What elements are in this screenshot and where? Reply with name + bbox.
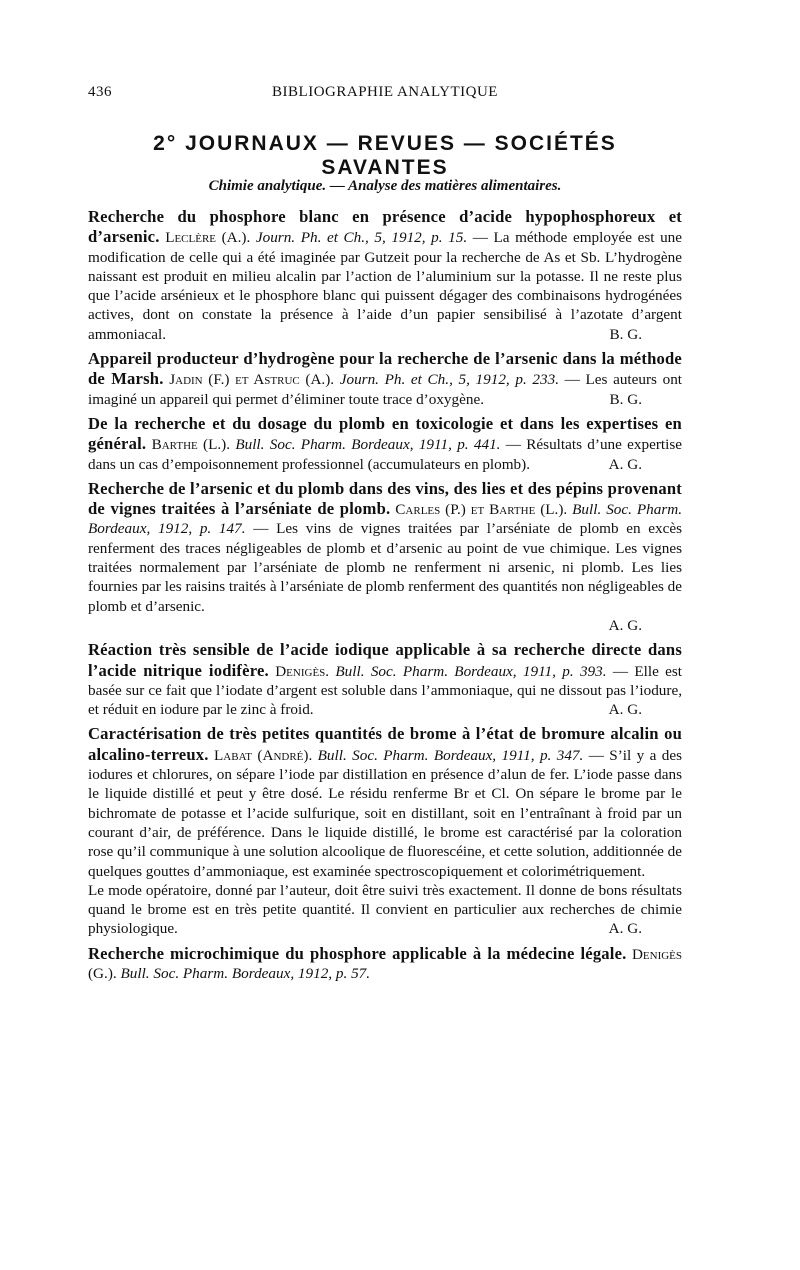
entry-author: Leclère (A.). (165, 229, 251, 247)
entry-text: — S’il y a des iodures et chlorures, on sépare l’iode par distillation en présence d’alun de fer. L’iode passe dans le liquide distillé et peut y être dosé. Le résidu renferme Br et Cl. On sépare le brome par le bichromate de potasse et l’acide sulfurique, soit en distillant, soit en l’entraînant à froid par un courant d’air, de préférence. Dans le liquide distillé, le brome est caractérisé par la coloration rose qu’il communique à une solution alcoolique de fluorescéine, et cette solution, additionnée de quelques gouttes d’ammoniaque, est examinée spectroscopiquement et colorimétriquement. (88, 746, 683, 880)
entry-text: — Les vins de vignes traitées par l’arséniate de plomb en excès renferment des traces négligeables de plomb et d’arsenic au point de vue chimique. Les vignes traitées normalement par l’arséniate de plomb ne renferment ni arsenic, ni plomb. Les lies fournies par les raisins traités à l’arséniate de plomb renferment des quantités non négligeables de plomb et d’arsenic. (88, 520, 682, 615)
entry-title: Réaction très sensible de l’acide iodique applicable à sa recherche directe dans l’acide nitrique iodifère. (88, 640, 682, 680)
entry-title: Appareil producteur d’hydrogène pour la recherche de l’arsenic dans la méthode de Marsh. (88, 349, 682, 389)
entry-text-continued: Le mode opératoire, donné par l’auteur, doit être suivi très exactement. Il donne de bons résultats quand le brome est en très petite quantité. Il convient en particulier aux recherches de chimie physiologique. (88, 881, 682, 938)
bibliography-entry (88, 207, 682, 344)
entry-author: Carles (P.) et Barthe (L.). (395, 501, 568, 519)
entry-text: — Elle est basée sur ce fait que l’iodate d’argent est soluble dans l’ammoniaque, qui ne dissout pas l’iodure, et réduit en iodure par le zinc à froid. (88, 662, 682, 719)
entry-source: Bull. Soc. Pharm. Bordeaux, 1911, p. 347. (317, 746, 584, 764)
entry-source: Journ. Ph. et Ch., 5, 1912, p. 233. (339, 371, 560, 389)
bibliography-entry (88, 640, 682, 719)
entry-title: Recherche microchimique du phosphore applicable à la médecine légale. (88, 943, 627, 963)
entry-author: Jadin (F.) et Astruc (A.). (169, 371, 335, 389)
entry-author: Denigès (G.). (88, 945, 683, 982)
entry-author: Barthe (L.). (151, 436, 231, 454)
entry-source: Bull. Soc. Pharm. Bordeaux, 1912, p. 57. (120, 964, 371, 982)
entry-author: Denigès. (275, 662, 330, 680)
bibliography-entry (88, 724, 682, 880)
entry-source: Journ. Ph. et Ch., 5, 1912, p. 15. (255, 229, 468, 247)
entry-text: — Résultats d’une expertise dans un cas d’empoisonnement professionnel (accumulateurs en plomb). (88, 436, 683, 473)
bibliography-entry (88, 414, 682, 474)
running-title: BIBLIOGRAPHIE ANALYTIQUE (272, 84, 498, 100)
entry-title: Recherche du phosphore blanc en présence d’acide hypophosphoreux et d’arsenic. (88, 207, 682, 247)
article-body (88, 207, 682, 988)
entry-signature: B. G. (609, 325, 642, 343)
page-number: 436 (88, 84, 112, 100)
bibliography-entry (88, 479, 682, 635)
entry-signature: A. G. (608, 920, 642, 938)
section-title: 2° JOURNAUX — REVUES — SOCIÉTÉS SAVANTES (153, 132, 617, 179)
entry-signature: A. G. (608, 455, 642, 473)
entry-title: Caractérisation de très petites quantités de brome à l’état de bromure alcalin ou alcalino-terreux. (88, 724, 682, 764)
entry-text: — La méthode employée est une modification de celle qui a été imaginée par Gutzeit pour la recherche de As et Sb. L’hydrogène naissant est produit en milieu alcalin par l’action de l’aluminium sur la potasse. Il ne reste plus que l’acide arsénieux et le phosphore blanc qui puissent dégager des combinaisons hydrogénées actives, dont on constate la présence à l’aide d’un papier sensibilisé à l’azotate d’argent ammoniacal. (88, 229, 683, 343)
entry-source: Bull. Soc. Pharm. Bordeaux, 1911, p. 441. (235, 436, 501, 454)
entry-signature: A. G. (608, 701, 642, 719)
entry-signature: B. G. (609, 390, 642, 408)
bibliography-entry-continued (88, 881, 682, 939)
bibliography-entry (88, 349, 682, 409)
entry-source: Bull. Soc. Pharm. Bordeaux, 1911, p. 393. (335, 662, 607, 680)
bibliography-entry (88, 944, 682, 984)
entry-title: Recherche de l’arsenic et du plomb dans des vins, des lies et des pépins provenant de vignes traitées à l’arséniate de plomb. (88, 478, 682, 519)
entry-source: Bull. Soc. Pharm. Bordeaux, 1912, p. 147. (88, 501, 682, 538)
entry-title: De la recherche et du dosage du plomb en toxicologie et dans les expertises en général. (88, 413, 682, 454)
entry-signature: A. G. (608, 616, 642, 634)
entry-text: — Les auteurs ont imaginé un appareil qui permet d’éliminer toute trace d’oxygène. (88, 371, 683, 408)
subsection-title: Chimie analytique. — Analyse des matières alimentaires. (208, 178, 562, 194)
entry-author: Labat (André). (214, 746, 313, 764)
